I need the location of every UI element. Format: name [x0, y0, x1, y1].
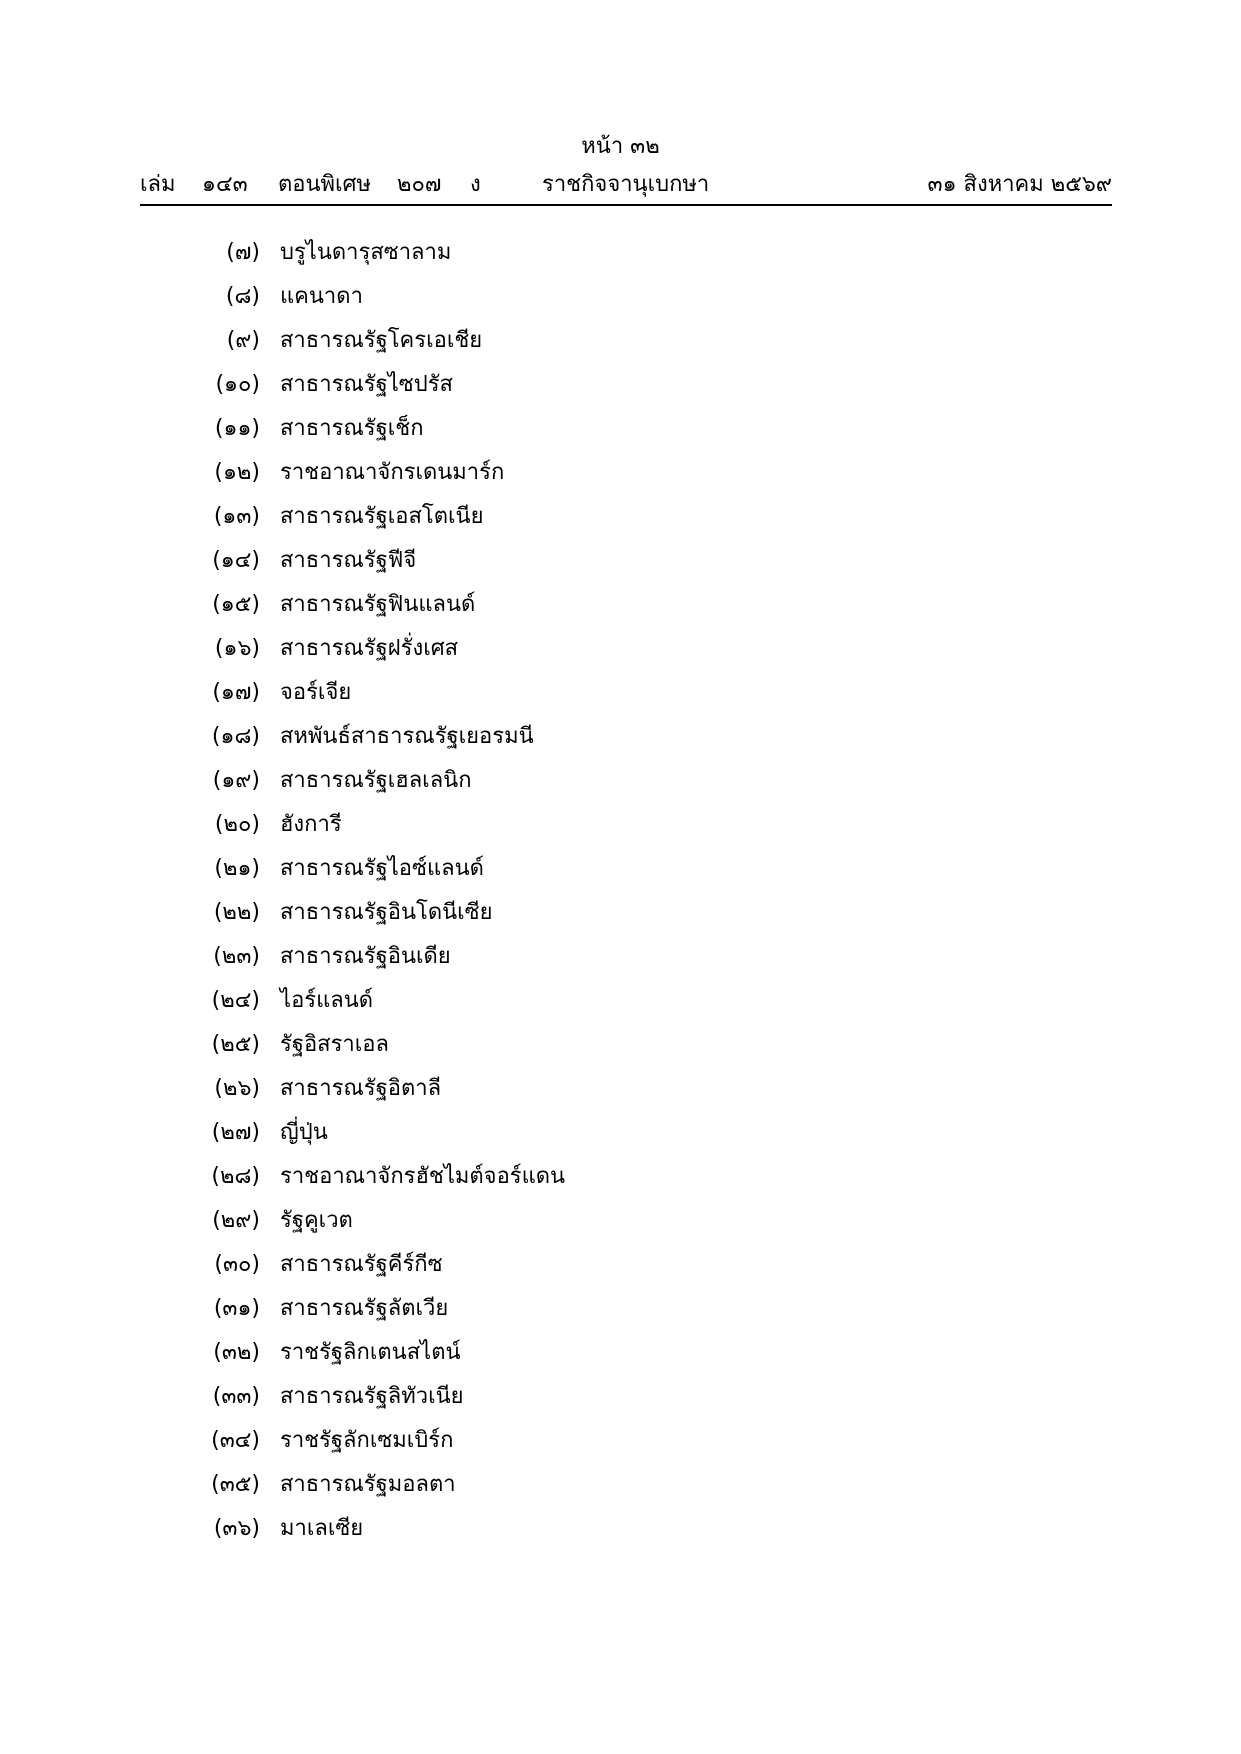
item-number: (๑๕) [212, 592, 260, 617]
item-number: (๓๑) [213, 1296, 260, 1321]
country-name: จอร์เจีย [280, 680, 352, 705]
item-number: (๘) [225, 284, 260, 309]
country-name: ญี่ปุ่น [280, 1120, 328, 1145]
section-label: ตอนพิเศษ [278, 172, 372, 197]
country-name: สาธารณรัฐลิทัวเนีย [280, 1384, 464, 1409]
list-item [140, 1116, 1112, 1160]
country-name: สาธารณรัฐลัตเวีย [280, 1296, 449, 1321]
list-item [140, 588, 1112, 632]
item-number: (๑๑) [214, 416, 260, 441]
item-number: (๒๑) [214, 856, 260, 881]
list-item [140, 896, 1112, 940]
item-number: (๒๓) [213, 944, 260, 969]
country-name: ราชรัฐลิกเตนสไตน์ [280, 1340, 461, 1365]
list-item [140, 1336, 1112, 1380]
country-name: ราชรัฐลักเซมเบิร์ก [280, 1428, 454, 1453]
item-number: (๗) [226, 240, 260, 265]
list-item [140, 1160, 1112, 1204]
country-name: รัฐอิสราเอล [280, 1032, 389, 1057]
item-number: (๒๒) [213, 900, 260, 925]
item-number: (๑๐) [215, 372, 260, 397]
country-name: สาธารณรัฐฟินแลนด์ [280, 592, 476, 617]
item-number: (๑๖) [214, 636, 260, 661]
item-number: (๓๔) [211, 1428, 260, 1453]
item-number: (๑๓) [213, 504, 260, 529]
item-number: (๑๙) [212, 768, 260, 793]
item-number: (๒๖) [214, 1076, 260, 1101]
country-name: ราชอาณาจักรเดนมาร์ก [280, 460, 505, 485]
list-item [140, 1204, 1112, 1248]
list-item [140, 676, 1112, 720]
country-name: สาธารณรัฐอินโดนีเซีย [280, 900, 493, 925]
list-item [140, 1424, 1112, 1468]
country-name: รัฐคูเวต [280, 1208, 353, 1233]
list-item [140, 1292, 1112, 1336]
gazette-header [140, 170, 1112, 206]
list-item [140, 368, 1112, 412]
item-number: (๑๗) [212, 680, 260, 705]
list-item [140, 940, 1112, 984]
item-number: (๒๗) [211, 1120, 260, 1145]
item-number: (๒๙) [212, 1208, 260, 1233]
country-name: สาธารณรัฐฝรั่งเศส [280, 636, 459, 661]
item-number: (๒๘) [211, 1164, 260, 1189]
gazette-name: ราชกิจจานุเบกษา [542, 172, 710, 197]
list-item [140, 280, 1112, 324]
item-number: (๓๕) [211, 1472, 260, 1497]
volume-label: เล่ม [140, 172, 176, 197]
list-item [140, 1028, 1112, 1072]
list-item [140, 1380, 1112, 1424]
list-item [140, 808, 1112, 852]
item-number: (๑๔) [212, 548, 260, 573]
country-name: ฮังการี [280, 812, 342, 837]
list-item [140, 1072, 1112, 1116]
list-item [140, 764, 1112, 808]
list-item [140, 324, 1112, 368]
list-item [140, 1468, 1112, 1512]
country-name: สาธารณรัฐคีร์กีซ [280, 1252, 443, 1277]
country-name: สาธารณรัฐไซปรัส [280, 372, 453, 397]
item-number: (๓๒) [213, 1340, 260, 1365]
list-item [140, 236, 1112, 280]
country-name: สาธารณรัฐเฮลเลนิก [280, 768, 472, 793]
country-name: สาธารณรัฐอิตาลี [280, 1076, 442, 1101]
list-item [140, 632, 1112, 676]
list-item [140, 852, 1112, 896]
country-name: สาธารณรัฐเอสโตเนีย [280, 504, 484, 529]
country-list [140, 236, 1112, 1556]
list-item [140, 456, 1112, 500]
country-name: บรูไนดารุสซาลาม [280, 240, 452, 265]
list-item [140, 412, 1112, 456]
section-suffix: ง [470, 172, 481, 197]
country-name: สาธารณรัฐมอลตา [280, 1472, 456, 1497]
item-number: (๑๘) [211, 724, 260, 749]
item-number: (๒๐) [214, 812, 260, 837]
country-name: สหพันธ์สาธารณรัฐเยอรมนี [280, 724, 534, 749]
item-number: (๑๒) [214, 460, 260, 485]
country-name: สาธารณรัฐอินเดีย [280, 944, 451, 969]
country-name: ราชอาณาจักรฮัชไมต์จอร์แดน [280, 1164, 566, 1189]
country-name: แคนาดา [280, 284, 363, 309]
item-number: (๒๔) [211, 988, 260, 1013]
volume-number: ๑๔๓ [202, 172, 248, 197]
list-item [140, 984, 1112, 1028]
item-number: (๓๓) [212, 1384, 260, 1409]
item-number: (๓๐) [214, 1252, 260, 1277]
country-name: สาธารณรัฐฟีจี [280, 548, 417, 573]
publication-date: ๓๑ สิงหาคม ๒๕๖๙ [927, 172, 1112, 197]
item-number: (๙) [226, 328, 260, 353]
item-number: (๓๖) [213, 1516, 260, 1541]
section-number: ๒๐๗ [397, 172, 442, 197]
list-item [140, 544, 1112, 588]
page-number: หน้า ๓๒ [581, 134, 660, 159]
country-name: สาธารณรัฐโครเอเชีย [280, 328, 483, 353]
country-name: สาธารณรัฐไอซ์แลนด์ [280, 856, 484, 881]
list-item [140, 1248, 1112, 1292]
country-name: สาธารณรัฐเช็ก [280, 416, 424, 441]
item-number: (๒๕) [211, 1032, 260, 1057]
country-name: ไอร์แลนด์ [280, 988, 374, 1013]
list-item [140, 500, 1112, 544]
list-item [140, 1512, 1112, 1556]
list-item [140, 720, 1112, 764]
country-name: มาเลเซีย [280, 1516, 364, 1541]
